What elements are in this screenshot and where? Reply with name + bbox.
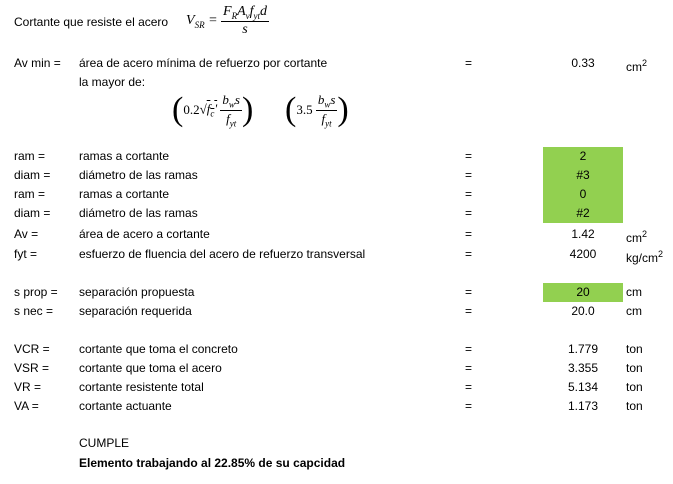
- row-equals: =: [465, 399, 473, 413]
- row-value[interactable]: 2: [579, 149, 587, 163]
- row-symbol: VCR =: [14, 342, 50, 356]
- row-value[interactable]: 4200: [569, 247, 597, 261]
- row-symbol: diam =: [14, 168, 51, 182]
- row-value[interactable]: 1.42: [571, 227, 595, 241]
- row-description: área de acero a cortante: [79, 227, 210, 241]
- row-description: separación requerida: [79, 304, 192, 318]
- row-equals: =: [465, 56, 473, 70]
- row-equals: =: [465, 247, 473, 261]
- row-unit: ton: [626, 399, 643, 413]
- row-unit: ton: [626, 361, 643, 375]
- sheet-title: Cortante que resiste el acero: [14, 15, 169, 29]
- row-value[interactable]: 5.134: [567, 380, 599, 394]
- row-description: cortante resistente total: [79, 380, 204, 394]
- table-row: [0, 397, 673, 416]
- row-value[interactable]: 0.33: [571, 56, 595, 70]
- row-equals: =: [465, 168, 473, 182]
- row-value[interactable]: #3: [576, 168, 590, 182]
- vsr-formula: $V_{SR}$ = $\frac{F_RA_vf_{yt}d}{s}$: [186, 4, 268, 37]
- row-description: cortante que toma el concreto: [79, 342, 238, 356]
- row-equals: =: [465, 149, 473, 163]
- row-unit: ton: [626, 342, 643, 356]
- row-symbol: VSR =: [14, 361, 50, 375]
- row-symbol: s nec =: [14, 304, 54, 318]
- row-description: cortante que toma el acero: [79, 361, 222, 375]
- table-row: [0, 245, 673, 264]
- table-row: [0, 147, 673, 166]
- table-row: [0, 340, 673, 359]
- row-symbol: VA =: [14, 399, 39, 413]
- row-unit: cm: [626, 304, 642, 318]
- row-unit: cm: [626, 285, 642, 299]
- row-symbol: Av min =: [14, 56, 61, 70]
- row-equals: =: [465, 206, 473, 220]
- row-unit: ton: [626, 380, 643, 394]
- row-description: esfuerzo de fluencia del acero de refuerzo transversal: [79, 247, 366, 261]
- row-symbol: s prop =: [14, 285, 58, 299]
- row-description: área de acero mínima de refuerzo por cortante: [79, 56, 328, 70]
- row-equals: =: [465, 361, 473, 375]
- row-value[interactable]: 1.173: [567, 399, 599, 413]
- row-unit: $kg/cm^2$: [626, 249, 664, 265]
- row-value[interactable]: 20: [576, 285, 590, 299]
- table-row: [0, 185, 673, 204]
- row-unit: $cm^2$: [626, 229, 648, 245]
- table-row: [0, 225, 673, 244]
- row-symbol: VR =: [14, 380, 42, 394]
- row-value[interactable]: 1.779: [567, 342, 599, 356]
- row-avmin: [0, 54, 673, 73]
- row-value[interactable]: 0: [579, 187, 587, 201]
- row-description: ramas a cortante: [79, 187, 170, 201]
- row-value[interactable]: 3.355: [567, 361, 599, 375]
- row-equals: =: [465, 187, 473, 201]
- row-value[interactable]: 20.0: [571, 304, 595, 318]
- row-equals: =: [465, 227, 473, 241]
- avmin-note: la mayor de:: [79, 75, 146, 89]
- row-description: ramas a cortante: [79, 149, 170, 163]
- row-equals: =: [465, 380, 473, 394]
- row-description: diámetro de las ramas: [79, 168, 198, 182]
- result-message: Elemento trabajando al 22.85% de su capcidad: [79, 456, 346, 470]
- row-description: diámetro de las ramas: [79, 206, 198, 220]
- row-description: cortante actuante: [79, 399, 172, 413]
- table-row: [0, 302, 673, 321]
- row-equals: =: [465, 342, 473, 356]
- table-row: [0, 378, 673, 397]
- row-symbol: Av =: [14, 227, 39, 241]
- row-equals: =: [465, 304, 473, 318]
- avmin-expression-1: ($0.2√f_c'$ $\frac{b_ws}{f_{yt}}$ ): [172, 91, 254, 129]
- row-symbol: ram =: [14, 149, 46, 163]
- avmin-expression-2: (3.5 $\frac{b_ws}{f_{yt}}$ ): [285, 91, 349, 129]
- table-row: [0, 359, 673, 378]
- table-row: [0, 166, 673, 185]
- row-equals: =: [465, 285, 473, 299]
- row-description: separación propuesta: [79, 285, 195, 299]
- table-row: [0, 283, 673, 302]
- row-symbol: diam =: [14, 206, 51, 220]
- result-status: CUMPLE: [79, 436, 130, 450]
- row-symbol: ram =: [14, 187, 46, 201]
- row-symbol: fyt =: [14, 247, 38, 261]
- table-row: [0, 204, 673, 223]
- row-value[interactable]: #2: [576, 206, 590, 220]
- row-unit: $cm^2$: [626, 58, 648, 74]
